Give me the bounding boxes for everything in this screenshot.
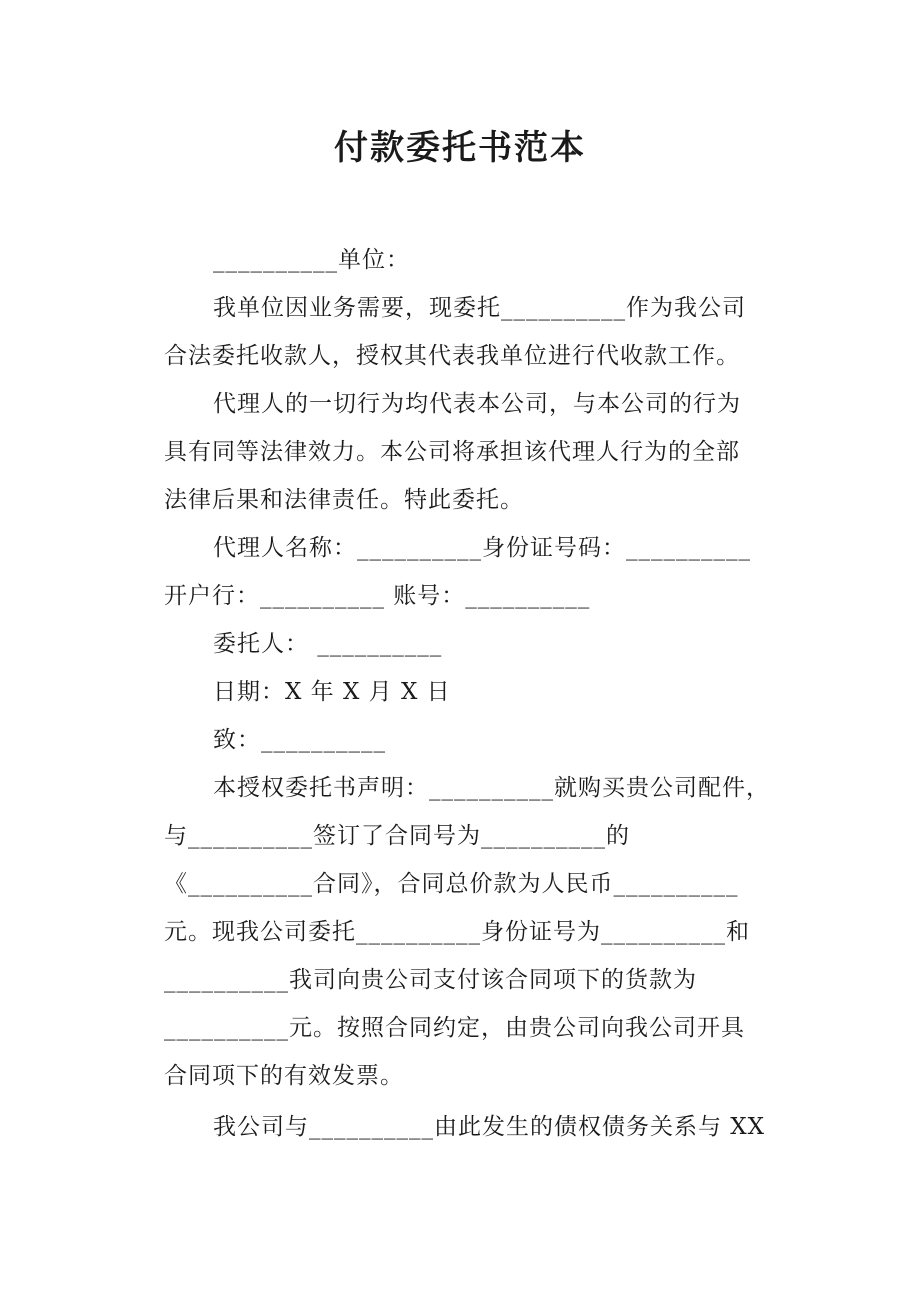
declaration-line: 元。现我公司委托__________身份证号为__________和: [164, 919, 750, 945]
paragraph-line: 合法委托收款人，授权其代表我单位进行代收款工作。: [164, 343, 740, 369]
addressee-line: __________单位：: [213, 247, 410, 273]
declaration-line: __________元。按照合同约定，由贵公司向我公司开具: [164, 1015, 745, 1041]
paragraph-line: 代理人的一切行为均代表本公司，与本公司的行为: [213, 391, 741, 417]
date-line: 日期：X 年 X 月 X 日: [213, 679, 451, 705]
declaration-line: __________我司向贵公司支付该合同项下的货款为: [164, 967, 697, 993]
bank-info-line: 开户行：__________ 账号：__________: [164, 583, 591, 609]
principal-line: 委托人： __________: [213, 631, 443, 657]
declaration-line: 与__________签订了合同号为__________的: [164, 823, 630, 849]
agent-info-line: 代理人名称：__________身份证号码：__________: [213, 535, 751, 561]
paragraph-line: 我公司与__________由此发生的债权债务关系与 XX: [213, 1114, 766, 1140]
recipient-line: 致：__________: [213, 727, 386, 753]
document-title: 付款委托书范本: [334, 128, 586, 168]
declaration-line: 本授权委托书声明：__________就购买贵公司配件，: [213, 775, 770, 801]
declaration-line: 《__________合同》，合同总价款为人民币__________: [164, 871, 739, 897]
paragraph-line: 具有同等法律效力。本公司将承担该代理人行为的全部: [164, 439, 740, 465]
paragraph-line: 我单位因业务需要，现委托__________作为我公司: [213, 295, 746, 321]
paragraph-line: 法律后果和法律责任。特此委托。: [164, 487, 524, 513]
declaration-line: 合同项下的有效发票。: [164, 1063, 404, 1089]
